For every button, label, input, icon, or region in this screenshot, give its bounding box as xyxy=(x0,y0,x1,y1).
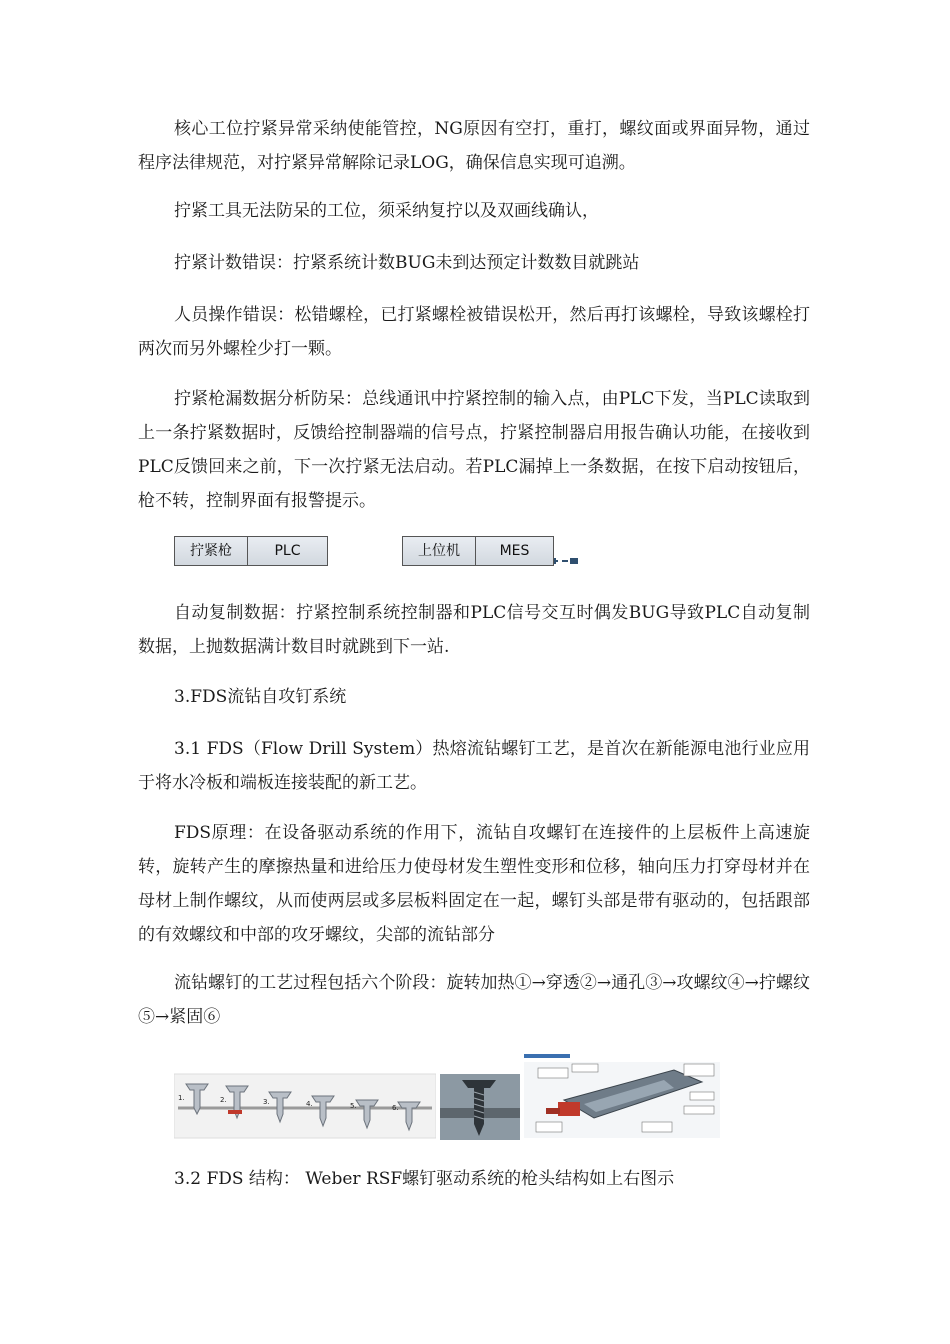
mes-label: MES xyxy=(499,543,530,559)
paragraph-auto-copy: 自动复制数据：拧紧控制系统控制器和PLC信号交互时偶发BUG导致PLC自动复制数据，上抛数据满计数目时就跳到下一站. xyxy=(138,603,810,657)
paragraph-fds-intro: 3.1 FDS（Flow Drill System）热熔流钻螺钉工艺，是首次在新能源电池行业应用于将水冷板和端板连接装配的新工艺。 xyxy=(138,739,810,793)
step-label: 3. xyxy=(263,1098,270,1106)
host-mes-box xyxy=(402,536,554,566)
step-label: 5. xyxy=(350,1102,357,1110)
step-label: 1. xyxy=(178,1094,185,1102)
tightening-gun-label: 拧紧枪 xyxy=(190,543,232,559)
paragraph-count-error: 拧紧计数错误：拧紧系统计数BUG未到达预定计数数目就跳站 xyxy=(174,253,640,273)
tool-plc-box xyxy=(174,536,328,566)
host-computer-label: 上位机 xyxy=(418,543,460,559)
paragraph-process-stages: 流钻螺钉的工艺过程包括六个阶段：旋转加热①→穿透②→通孔③→攻螺纹④→拧螺纹⑤→紧固⑥ xyxy=(138,973,810,1027)
section-heading-fds: 3.FDS流钻自攻钉系统 xyxy=(174,687,347,707)
screw-driver-head-diagram xyxy=(524,1052,720,1140)
fds-figure xyxy=(174,1052,720,1140)
paragraph-operator-error: 人员操作错误：松错螺栓，已打紧螺栓被错误松开，然后再打该螺栓，导致该螺栓打两次而另外螺栓少打一颗。 xyxy=(138,305,810,359)
step-label: 2. xyxy=(220,1096,227,1104)
paragraph-fds-principle: FDS原理：在设备驱动系统的作用下，流钻自攻螺钉在连接件的上层板件上高速旋转，旋转产生的摩擦热量和进给压力使母材发生塑性变形和位移，轴向压力打穿母材并在母材上制作螺纹，从而使两层或多层板料固定在一起，螺钉头部是带有驱动的，包括跟部的有效螺纹和中部的攻牙螺纹，尖部的流钻部分 xyxy=(138,823,810,945)
paragraph-tightening-control: 核心工位拧紧异常采纳使能管控，NG原因有空打，重打，螺纹面或界面异物，通过程序法律规范，对拧紧异常解除记录LOG，确保信息实现可追溯。 xyxy=(138,119,810,173)
plc-label: PLC xyxy=(274,543,301,559)
screw-stages-image xyxy=(174,1052,436,1140)
communication-flow-diagram xyxy=(174,536,554,566)
screw-closeup-photo xyxy=(440,1074,520,1140)
step-label: 6. xyxy=(392,1104,399,1112)
step-label: 4. xyxy=(306,1100,313,1108)
paragraph-missing-data: 拧紧枪漏数据分析防呆：总线通讯中拧紧控制的输入点，由PLC下发，当PLC读取到上一条拧紧数据时，反馈给控制器端的信号点，拧紧控制器启用报告确认功能，在接收到PLC反馈回来之前，下一次拧紧无法启动。若PLC漏掉上一条数据，在按下启动按钮后，枪不转，控制界面有报警提示。 xyxy=(138,389,810,511)
paragraph-retightening: 拧紧工具无法防呆的工位，须采纳复拧以及双画线确认， xyxy=(174,201,599,221)
paragraph-fds-structure: 3.2 FDS 结构： Weber RSF螺钉驱动系统的枪头结构如上右图示 xyxy=(174,1169,675,1189)
